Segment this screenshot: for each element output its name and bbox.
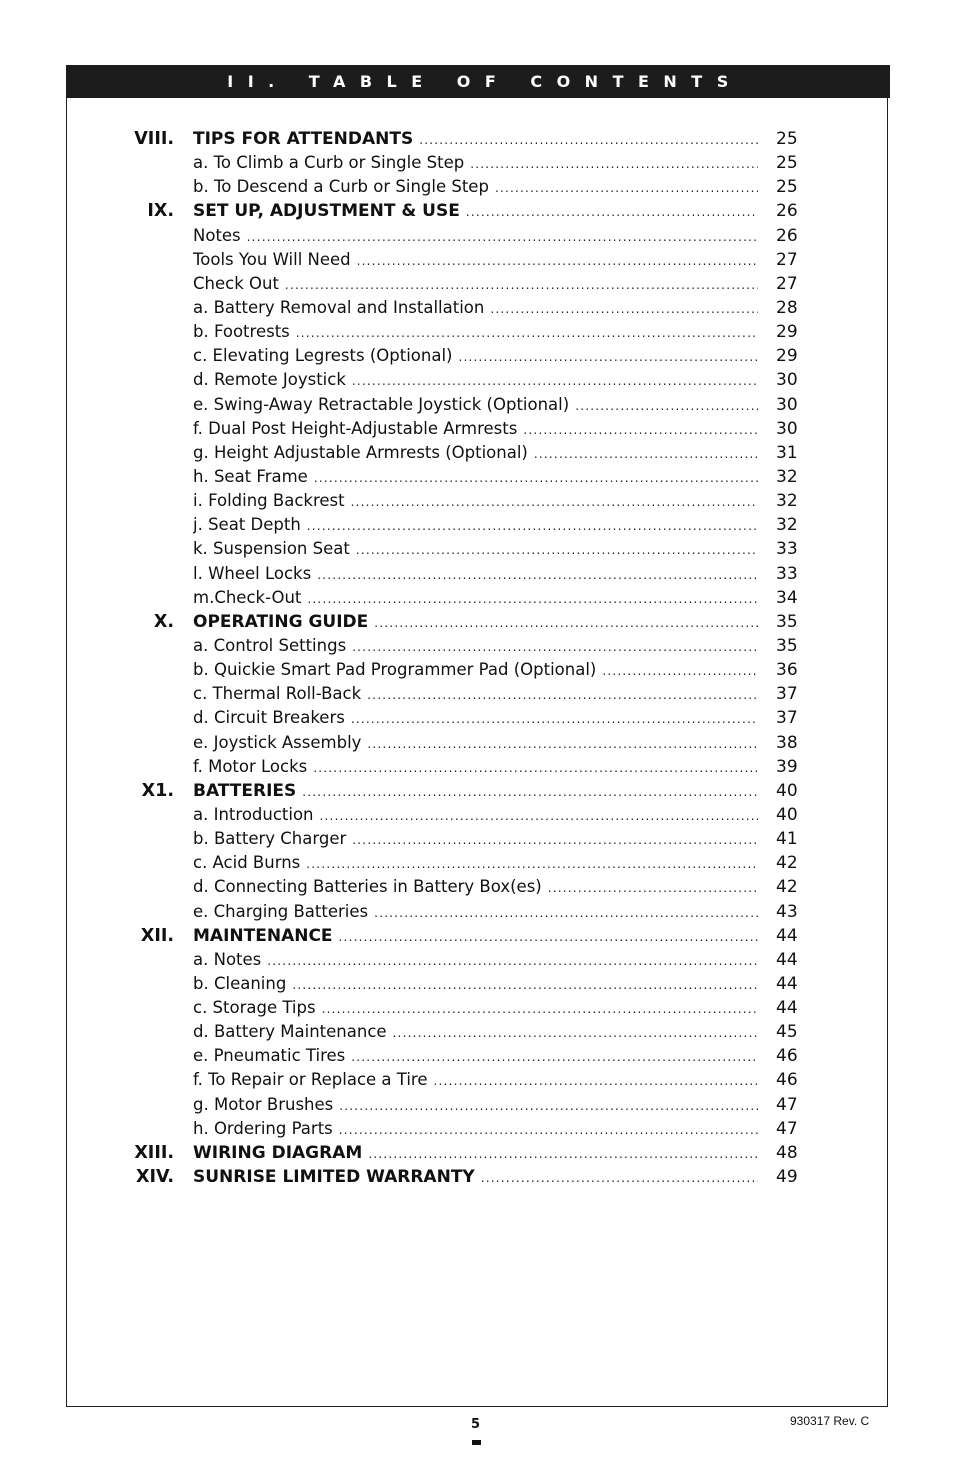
toc-page-number: 44: [776, 925, 798, 946]
toc-entry-row[interactable]: [0, 972, 954, 996]
toc-entry-row[interactable]: [0, 296, 954, 320]
toc-entry-label: b. Footrests: [193, 322, 290, 342]
toc-entry: [193, 1141, 758, 1166]
toc-entry: [193, 441, 758, 466]
toc-dot-leader: [313, 756, 758, 780]
table-of-contents: [0, 127, 954, 1189]
toc-entry-row[interactable]: [0, 248, 954, 272]
toc-entry: [193, 1093, 758, 1118]
toc-entry-row[interactable]: [0, 586, 954, 610]
toc-entry-label: a. To Climb a Curb or Single Step: [193, 153, 465, 173]
toc-entry-row[interactable]: [0, 803, 954, 827]
toc-dot-leader: [351, 707, 758, 731]
toc-page-number: 49: [776, 1167, 798, 1188]
toc-entry-row[interactable]: [0, 344, 954, 368]
toc-section-number: X.: [153, 611, 174, 632]
toc-entry-row[interactable]: [0, 658, 954, 682]
toc-entry: [193, 586, 758, 611]
toc-entry: [193, 513, 758, 538]
toc-entry-label: OPERATING GUIDE: [193, 611, 369, 632]
toc-entry: [193, 465, 758, 490]
toc-entry: [193, 972, 758, 997]
toc-entry-label: b. Battery Charger: [193, 829, 347, 849]
toc-dot-leader: [351, 1045, 758, 1069]
toc-page-number: 26: [776, 225, 798, 246]
toc-dot-leader: [534, 442, 758, 466]
toc-dot-leader: [267, 949, 758, 973]
toc-dot-leader: [434, 1069, 758, 1093]
toc-entry-label: g. Height Adjustable Armrests (Optional): [193, 442, 528, 462]
toc-dot-leader: [292, 973, 758, 997]
toc-entry-row[interactable]: [0, 175, 954, 199]
toc-dot-leader: [470, 152, 758, 176]
toc-page-number: 35: [776, 611, 798, 632]
toc-page-number: 34: [776, 587, 798, 608]
toc-dot-leader: [458, 345, 758, 369]
toc-dot-leader: [296, 321, 758, 345]
toc-entry-label: a. Control Settings: [193, 635, 347, 655]
toc-entry: [193, 1044, 758, 1069]
toc-page-number: 37: [776, 684, 798, 705]
toc-section-row[interactable]: [0, 1141, 954, 1165]
toc-dot-leader: [357, 249, 758, 273]
toc-entry-row[interactable]: [0, 900, 954, 924]
toc-page-number: 36: [776, 660, 798, 681]
toc-entry: [193, 634, 758, 659]
toc-dot-leader: [339, 1118, 758, 1142]
toc-section-number: XIII.: [134, 1142, 174, 1163]
toc-section-row[interactable]: [0, 779, 954, 803]
toc-entry-row[interactable]: [0, 393, 954, 417]
toc-entry: [193, 320, 758, 345]
toc-entry-label: f. Motor Locks: [193, 756, 308, 776]
toc-dot-leader: [393, 1021, 758, 1045]
toc-entry: [193, 296, 758, 321]
toc-entry: [193, 489, 758, 514]
toc-entry-label: d. Connecting Batteries in Battery Box(es): [193, 877, 542, 897]
page-title: II. TABLE OF CONTENTS: [227, 72, 743, 91]
toc-entry-label: m.Check-Out: [193, 587, 302, 607]
toc-page-number: 27: [776, 249, 798, 270]
toc-entry: [193, 610, 758, 635]
toc-page-number: 47: [776, 1094, 798, 1115]
toc-section-number: XIV.: [136, 1167, 174, 1188]
toc-page-number: 32: [776, 515, 798, 536]
toc-section-row[interactable]: [0, 1165, 954, 1189]
toc-dot-leader: [339, 925, 758, 949]
toc-entry-row[interactable]: [0, 1044, 954, 1068]
toc-entry: [193, 731, 758, 756]
toc-entry: [193, 706, 758, 731]
toc-section-number: X1.: [141, 780, 174, 801]
toc-entry: [193, 1020, 758, 1045]
toc-dot-leader: [419, 128, 758, 152]
toc-entry-label: i. Folding Backrest: [193, 491, 345, 511]
toc-entry: [193, 900, 758, 925]
toc-entry-label: d. Circuit Breakers: [193, 708, 345, 728]
toc-entry-label: c. Acid Burns: [193, 853, 301, 873]
toc-entry: [193, 248, 758, 273]
toc-page-number: 33: [776, 539, 798, 560]
toc-entry-label: a. Notes: [193, 949, 262, 969]
toc-page-number: 37: [776, 708, 798, 729]
toc-entry: [193, 924, 758, 949]
toc-entry: [193, 1068, 758, 1093]
toc-entry-row[interactable]: [0, 706, 954, 730]
toc-entry-row[interactable]: [0, 755, 954, 779]
toc-dot-leader: [548, 876, 758, 900]
toc-page-number: 30: [776, 394, 798, 415]
toc-page-number: 30: [776, 418, 798, 439]
toc-page-number: 30: [776, 370, 798, 391]
toc-dot-leader: [317, 563, 758, 587]
toc-entry: [193, 199, 758, 224]
toc-page-number: 27: [776, 273, 798, 294]
header-bar: [66, 65, 890, 98]
toc-entry-label: d. Remote Joystick: [193, 370, 346, 390]
toc-dot-leader: [314, 466, 758, 490]
toc-dot-leader: [523, 418, 758, 442]
toc-page-number: 35: [776, 635, 798, 656]
toc-dot-leader: [367, 732, 758, 756]
toc-dot-leader: [356, 538, 758, 562]
toc-section-number: VIII.: [134, 129, 174, 149]
toc-dot-leader: [466, 200, 758, 224]
toc-entry-row[interactable]: [0, 1020, 954, 1044]
toc-entry: [193, 827, 758, 852]
toc-page-number: 40: [776, 804, 798, 825]
toc-dot-leader: [602, 659, 758, 683]
toc-page-number: 28: [776, 297, 798, 318]
toc-entry-label: c. Thermal Roll-Back: [193, 684, 362, 704]
toc-entry: [193, 272, 758, 297]
toc-dot-leader: [352, 635, 758, 659]
toc-page-number: 46: [776, 1070, 798, 1091]
toc-entry: [193, 658, 758, 683]
toc-entry-label: a. Battery Removal and Installation: [193, 297, 485, 317]
toc-entry: [193, 682, 758, 707]
toc-entry-label: e. Swing-Away Retractable Joystick (Optional): [193, 394, 570, 414]
toc-section-number: IX.: [147, 201, 174, 222]
toc-page-number: 44: [776, 973, 798, 994]
toc-entry: [193, 224, 758, 249]
toc-page-number: 43: [776, 901, 798, 922]
toc-entry-label: h. Seat Frame: [193, 466, 308, 486]
toc-dot-leader: [247, 225, 758, 249]
toc-entry-label: a. Introduction: [193, 804, 314, 824]
toc-entry: [193, 948, 758, 973]
toc-dot-leader: [575, 394, 758, 418]
toc-entry-label: e. Charging Batteries: [193, 901, 369, 921]
toc-entry: [193, 151, 758, 176]
toc-entry: [193, 803, 758, 828]
toc-entry-label: d. Battery Maintenance: [193, 1022, 387, 1042]
toc-entry-row[interactable]: [0, 224, 954, 248]
toc-page-number: 31: [776, 442, 798, 463]
toc-page-number: 32: [776, 491, 798, 512]
toc-page-number: 39: [776, 756, 798, 777]
toc-entry: [193, 175, 758, 200]
toc-page-number: 47: [776, 1118, 798, 1139]
toc-dot-leader: [320, 804, 758, 828]
toc-entry-row[interactable]: [0, 417, 954, 441]
toc-section-row[interactable]: [0, 199, 954, 223]
toc-entry-row[interactable]: [0, 1117, 954, 1141]
toc-entry-row[interactable]: [0, 948, 954, 972]
toc-entry-label: e. Pneumatic Tires: [193, 1046, 346, 1066]
toc-dot-leader: [307, 587, 758, 611]
toc-entry-row[interactable]: [0, 151, 954, 175]
toc-entry-label: g. Motor Brushes: [193, 1094, 334, 1114]
toc-dot-leader: [495, 176, 758, 200]
toc-page-number: 48: [776, 1142, 798, 1163]
toc-entry-row[interactable]: [0, 682, 954, 706]
toc-entry-row[interactable]: [0, 634, 954, 658]
toc-page-number: 44: [776, 949, 798, 970]
toc-entry-row[interactable]: [0, 731, 954, 755]
toc-dot-leader: [374, 901, 758, 925]
toc-entry-label: TIPS FOR ATTENDANTS: [193, 129, 414, 149]
toc-dot-leader: [367, 683, 758, 707]
toc-entry: [193, 127, 758, 152]
toc-entry-row[interactable]: [0, 875, 954, 899]
toc-page-number: 40: [776, 780, 798, 801]
toc-dot-leader: [490, 297, 758, 321]
footer-page-number: 5: [471, 1417, 481, 1432]
toc-dot-leader: [351, 490, 758, 514]
toc-entry-row[interactable]: [0, 537, 954, 561]
toc-dot-leader: [306, 852, 758, 876]
toc-entry: [193, 368, 758, 393]
toc-entry-row[interactable]: [0, 465, 954, 489]
toc-page-number: 25: [776, 177, 798, 198]
toc-entry-label: b. Quickie Smart Pad Programmer Pad (Optional): [193, 660, 597, 680]
toc-entry: [193, 1165, 758, 1190]
toc-entry: [193, 755, 758, 780]
toc-entry-label: c. Elevating Legrests (Optional): [193, 346, 453, 366]
toc-page-number: 25: [776, 129, 798, 149]
toc-page-number: 42: [776, 853, 798, 874]
toc-entry: [193, 875, 758, 900]
toc-entry-label: f. Dual Post Height-Adjustable Armrests: [193, 418, 518, 438]
toc-dot-leader: [352, 369, 758, 393]
toc-entry-label: k. Suspension Seat: [193, 539, 350, 559]
toc-entry-label: b. Cleaning: [193, 973, 287, 993]
toc-page-number: 25: [776, 153, 798, 174]
toc-entry-row[interactable]: [0, 272, 954, 296]
toc-page-number: 45: [776, 1022, 798, 1043]
document-code: 930317 Rev. C: [790, 1414, 870, 1428]
toc-section-row[interactable]: [0, 610, 954, 634]
footer-page-mark: [472, 1440, 481, 1445]
toc-entry: [193, 417, 758, 442]
toc-entry: [193, 393, 758, 418]
toc-dot-leader: [285, 273, 758, 297]
toc-page-number: 42: [776, 877, 798, 898]
toc-dot-leader: [322, 997, 758, 1021]
toc-section-row[interactable]: [0, 127, 954, 151]
toc-entry: [193, 779, 758, 804]
toc-entry-label: Check Out: [193, 273, 279, 293]
toc-entry: [193, 562, 758, 587]
toc-entry: [193, 344, 758, 369]
toc-entry-label: j. Seat Depth: [193, 515, 301, 535]
toc-entry-label: MAINTENANCE: [193, 925, 333, 946]
toc-entry-label: f. To Repair or Replace a Tire: [193, 1070, 428, 1090]
toc-dot-leader: [302, 780, 758, 804]
toc-entry-row[interactable]: [0, 851, 954, 875]
toc-entry-label: SET UP, ADJUSTMENT & USE: [193, 201, 460, 222]
toc-page-number: 32: [776, 466, 798, 487]
toc-entry-label: BATTERIES: [193, 780, 297, 801]
toc-entry-row[interactable]: [0, 562, 954, 586]
toc-entry-row[interactable]: [0, 827, 954, 851]
toc-entry-label: b. To Descend a Curb or Single Step: [193, 177, 489, 197]
toc-dot-leader: [307, 514, 758, 538]
toc-entry: [193, 851, 758, 876]
toc-entry-label: e. Joystick Assembly: [193, 732, 362, 752]
toc-entry-row[interactable]: [0, 996, 954, 1020]
toc-entry-row[interactable]: [0, 513, 954, 537]
toc-entry-label: c. Storage Tips: [193, 998, 316, 1018]
toc-entry: [193, 1117, 758, 1142]
toc-page-number: 29: [776, 346, 798, 367]
toc-page-number: 41: [776, 829, 798, 850]
toc-page-number: 33: [776, 563, 798, 584]
toc-entry-label: h. Ordering Parts: [193, 1118, 333, 1138]
toc-entry: [193, 996, 758, 1021]
toc-entry-row[interactable]: [0, 1068, 954, 1092]
toc-page-number: 44: [776, 998, 798, 1019]
toc-dot-leader: [374, 611, 758, 635]
toc-entry-label: SUNRISE LIMITED WARRANTY: [193, 1167, 475, 1188]
toc-page-number: 46: [776, 1046, 798, 1067]
toc-section-row[interactable]: [0, 924, 954, 948]
toc-entry: [193, 537, 758, 562]
toc-page-number: 29: [776, 322, 798, 343]
toc-entry-row[interactable]: [0, 489, 954, 513]
toc-entry-row[interactable]: [0, 368, 954, 392]
toc-dot-leader: [352, 828, 758, 852]
toc-dot-leader: [368, 1142, 758, 1166]
toc-entry-label: WIRING DIAGRAM: [193, 1142, 363, 1163]
toc-entry-row[interactable]: [0, 441, 954, 465]
toc-entry-row[interactable]: [0, 320, 954, 344]
toc-entry-label: Notes: [193, 225, 241, 245]
toc-dot-leader: [339, 1094, 758, 1118]
toc-dot-leader: [481, 1166, 758, 1190]
toc-entry-row[interactable]: [0, 1093, 954, 1117]
toc-entry-label: Tools You Will Need: [193, 249, 351, 269]
toc-page-number: 38: [776, 732, 798, 753]
toc-section-number: XII.: [140, 925, 174, 946]
toc-page-number: 26: [776, 201, 798, 222]
toc-entry-label: l. Wheel Locks: [193, 563, 312, 583]
